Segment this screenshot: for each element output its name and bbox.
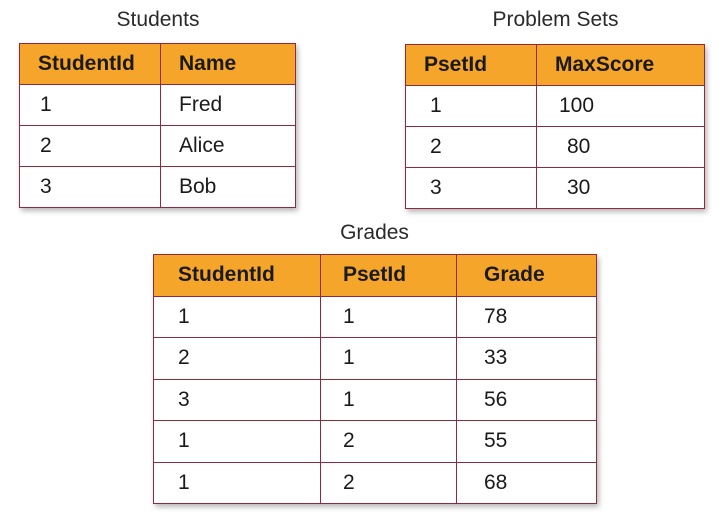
table-cell: 2 — [154, 338, 321, 380]
table-cell: 1 — [154, 462, 321, 504]
problem-sets-table — [405, 44, 705, 209]
table-cell: 2 — [321, 462, 457, 504]
problem-sets-table-title: Problem Sets — [492, 8, 619, 31]
table-row — [20, 167, 296, 208]
table-cell: 80 — [537, 127, 705, 168]
column-header: Name — [161, 44, 296, 85]
column-header: PsetId — [321, 255, 457, 297]
table-row — [154, 379, 597, 421]
table-row — [406, 86, 705, 127]
table-row — [154, 338, 597, 380]
table-cell: 3 — [20, 167, 161, 208]
table-cell: 56 — [457, 379, 597, 421]
table-cell: 78 — [457, 296, 597, 338]
students-table — [19, 43, 296, 208]
table-cell: 1 — [321, 379, 457, 421]
table-cell: 30 — [537, 168, 705, 209]
table-cell: Bob — [161, 167, 296, 208]
column-header: PsetId — [406, 45, 537, 86]
table-cell: 2 — [321, 421, 457, 463]
table-row — [154, 296, 597, 338]
table-cell: Fred — [161, 85, 296, 126]
grades-table-title: Grades — [340, 221, 409, 244]
table-cell: 33 — [457, 338, 597, 380]
table-cell: 1 — [154, 421, 321, 463]
table-header-row — [406, 45, 705, 86]
table-cell: 1 — [154, 296, 321, 338]
table-row — [406, 168, 705, 209]
column-header: MaxScore — [537, 45, 705, 86]
table-cell: 1 — [20, 85, 161, 126]
table-header-row — [154, 255, 597, 297]
table-cell: 2 — [406, 127, 537, 168]
table-cell: 1 — [321, 338, 457, 380]
table-cell: 68 — [457, 462, 597, 504]
table-row — [406, 127, 705, 168]
column-header: StudentId — [20, 44, 161, 85]
table-cell: 55 — [457, 421, 597, 463]
table-row — [154, 421, 597, 463]
table-cell: 1 — [321, 296, 457, 338]
students-table-title: Students — [116, 8, 200, 31]
table-cell: Alice — [161, 126, 296, 167]
table-cell: 2 — [20, 126, 161, 167]
column-header: StudentId — [154, 255, 321, 297]
table-header-row — [20, 44, 296, 85]
table-row — [20, 126, 296, 167]
table-row — [20, 85, 296, 126]
table-cell: 3 — [154, 379, 321, 421]
table-cell: 3 — [406, 168, 537, 209]
column-header: Grade — [457, 255, 597, 297]
table-cell: 1 — [406, 86, 537, 127]
table-cell: 100 — [537, 86, 705, 127]
grades-table — [153, 254, 597, 504]
table-row — [154, 462, 597, 504]
